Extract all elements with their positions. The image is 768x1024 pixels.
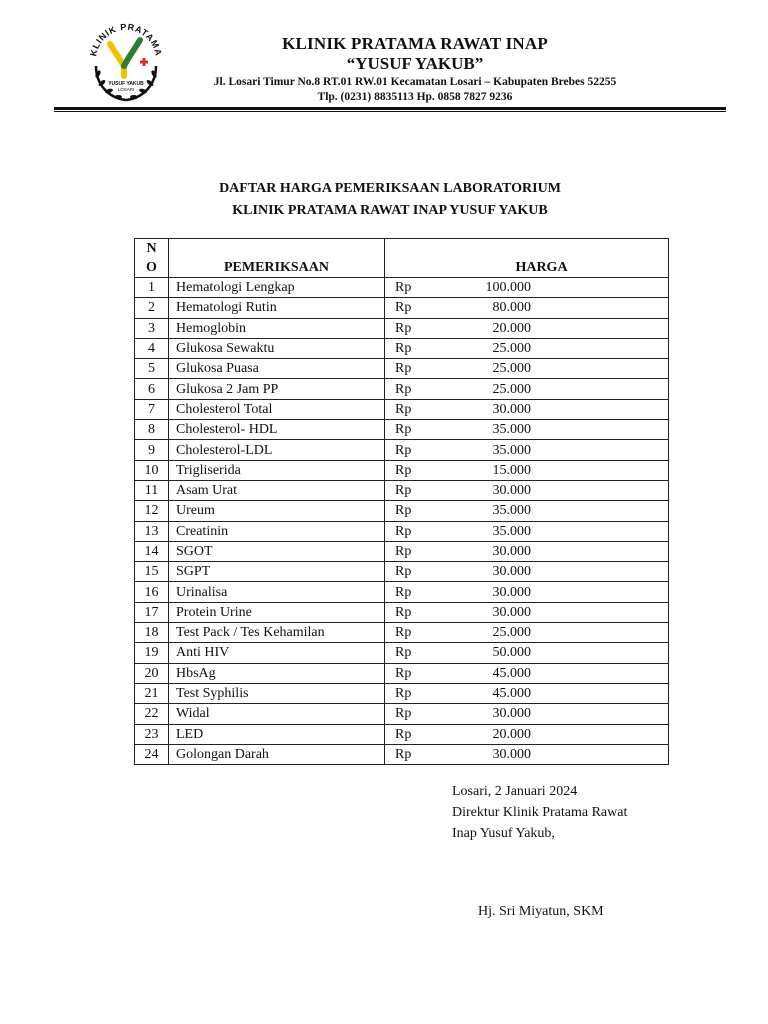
exam-price (385, 582, 669, 602)
table-row (135, 298, 669, 318)
exam-name: Cholesterol-LDL (169, 440, 385, 460)
table-row (135, 440, 669, 460)
table-row (135, 338, 669, 358)
row-number: 3 (135, 318, 169, 338)
row-number: 24 (135, 744, 169, 764)
exam-name: Golongan Darah (169, 744, 385, 764)
exam-price (385, 623, 669, 643)
price-amount: 30.000 (492, 483, 531, 499)
table-row (135, 683, 669, 703)
exam-name: Test Syphilis (169, 683, 385, 703)
table-row (135, 602, 669, 622)
exam-price (385, 541, 669, 561)
exam-name: SGPT (169, 562, 385, 582)
currency-label: Rp (395, 361, 412, 377)
row-number: 2 (135, 298, 169, 318)
row-number: 13 (135, 521, 169, 541)
exam-price (385, 379, 669, 399)
row-number: 14 (135, 541, 169, 561)
price-amount: 25.000 (492, 341, 531, 357)
exam-name: Test Pack / Tes Kehamilan (169, 623, 385, 643)
table-row (135, 724, 669, 744)
row-number: 17 (135, 602, 169, 622)
exam-name: Urinalisa (169, 582, 385, 602)
price-amount: 20.000 (492, 320, 531, 336)
exam-price (385, 399, 669, 419)
exam-name: Cholesterol Total (169, 399, 385, 419)
row-number: 7 (135, 399, 169, 419)
currency-label: Rp (395, 604, 412, 620)
price-amount: 30.000 (492, 564, 531, 580)
price-table (134, 238, 669, 765)
currency-label: Rp (395, 422, 412, 438)
exam-price (385, 683, 669, 703)
price-amount: 30.000 (492, 604, 531, 620)
exam-name: Hematologi Lengkap (169, 278, 385, 298)
currency-label: Rp (395, 726, 412, 742)
logo-text-1: YUSUF YAKUB (108, 81, 144, 87)
exam-name: Glukosa Sewaktu (169, 338, 385, 358)
price-amount: 100.000 (485, 280, 531, 296)
signer-role-2: Inap Yusuf Yakub, (452, 826, 555, 841)
signature-block (452, 781, 627, 844)
currency-label: Rp (395, 483, 412, 499)
row-number: 18 (135, 623, 169, 643)
exam-name: Protein Urine (169, 602, 385, 622)
table-row (135, 379, 669, 399)
price-amount: 25.000 (492, 381, 531, 397)
exam-name: Ureum (169, 501, 385, 521)
exam-price (385, 562, 669, 582)
table-row (135, 704, 669, 724)
table-row (135, 663, 669, 683)
price-amount: 50.000 (492, 645, 531, 661)
currency-label: Rp (395, 341, 412, 357)
price-amount: 35.000 (492, 503, 531, 519)
exam-name: Trigliserida (169, 460, 385, 480)
exam-price (385, 338, 669, 358)
row-number: 1 (135, 278, 169, 298)
table-row (135, 359, 669, 379)
price-amount: 15.000 (492, 462, 531, 478)
currency-label: Rp (395, 462, 412, 478)
currency-label: Rp (395, 686, 412, 702)
currency-label: Rp (395, 320, 412, 336)
currency-label: Rp (395, 645, 412, 661)
exam-name: HbsAg (169, 663, 385, 683)
table-row (135, 278, 669, 298)
price-amount: 30.000 (492, 746, 531, 762)
price-amount: 20.000 (492, 726, 531, 742)
logo-text-2: LOSARI (117, 87, 135, 92)
currency-label: Rp (395, 442, 412, 458)
price-amount: 80.000 (492, 300, 531, 316)
row-number: 16 (135, 582, 169, 602)
table-row (135, 460, 669, 480)
row-number: 21 (135, 683, 169, 703)
price-amount: 25.000 (492, 625, 531, 641)
table-row (135, 420, 669, 440)
price-amount: 30.000 (492, 401, 531, 417)
currency-label: Rp (395, 401, 412, 417)
exam-price (385, 724, 669, 744)
title-line-1: DAFTAR HARGA PEMERIKSAAN LABORATORIUM (219, 181, 561, 196)
exam-price (385, 602, 669, 622)
exam-price (385, 643, 669, 663)
clinic-phone: Tlp. (0231) 8835113 Hp. 0858 7827 9236 (317, 91, 513, 103)
exam-name: Anti HIV (169, 643, 385, 663)
row-number: 5 (135, 359, 169, 379)
table-row (135, 541, 669, 561)
exam-name: Widal (169, 704, 385, 724)
price-amount: 45.000 (492, 686, 531, 702)
clinic-subname: “YUSUF YAKUB” (346, 54, 484, 73)
place-date: Losari, 2 Januari 2024 (452, 784, 578, 799)
price-amount: 25.000 (492, 361, 531, 377)
currency-label: Rp (395, 544, 412, 559)
table-row (135, 744, 669, 764)
exam-price (385, 318, 669, 338)
table-row (135, 643, 669, 663)
exam-name: Glukosa 2 Jam PP (169, 379, 385, 399)
row-number: 15 (135, 562, 169, 582)
exam-name: Glukosa Puasa (169, 359, 385, 379)
table-row (135, 521, 669, 541)
exam-price (385, 521, 669, 541)
currency-label: Rp (395, 381, 412, 397)
row-number: 11 (135, 480, 169, 500)
letterhead-rule-thick (54, 107, 726, 110)
svg-text:KLINIK PRATAMA (88, 22, 164, 57)
document-title (0, 178, 768, 222)
price-amount: 35.000 (492, 442, 531, 458)
header-exam: PEMERIKSAAN (169, 239, 385, 278)
signer-name: Hj. Sri Miyatun, SKM (478, 904, 604, 919)
price-amount: 30.000 (492, 706, 531, 722)
currency-label: Rp (395, 503, 412, 519)
clinic-name: KLINIK PRATAMA RAWAT INAP (282, 34, 548, 53)
logo-arc-text: KLINIK PRATAMA (88, 21, 164, 58)
row-number: 22 (135, 704, 169, 724)
header-price: HARGA (385, 239, 669, 278)
row-number: 9 (135, 440, 169, 460)
clinic-address: Jl. Losari Timur No.8 RT.01 RW.01 Kecamatan Losari – Kabupaten Brebes 52255 (213, 76, 617, 88)
title-line-2: KLINIK PRATAMA RAWAT INAP YUSUF YAKUB (232, 203, 548, 218)
table-row (135, 318, 669, 338)
exam-price (385, 440, 669, 460)
price-amount: 30.000 (492, 584, 531, 600)
currency-label: Rp (395, 300, 412, 316)
exam-price (385, 298, 669, 318)
row-number: 23 (135, 724, 169, 744)
price-amount: 45.000 (492, 665, 531, 681)
row-number: 10 (135, 460, 169, 480)
currency-label: Rp (395, 584, 412, 600)
table-row (135, 623, 669, 643)
exam-price (385, 460, 669, 480)
letterhead-text (180, 34, 650, 105)
letterhead (0, 0, 768, 115)
row-number: 4 (135, 338, 169, 358)
currency-label: Rp (395, 523, 412, 539)
price-amount: 35.000 (492, 523, 531, 539)
clinic-logo (86, 14, 166, 104)
currency-label: Rp (395, 665, 412, 681)
table-body (135, 278, 669, 765)
letterhead-rule-thin (54, 111, 726, 112)
header-no: N O (135, 239, 169, 278)
exam-price (385, 501, 669, 521)
currency-label: Rp (395, 706, 412, 722)
exam-name: SGOT (169, 541, 385, 561)
currency-label: Rp (395, 625, 412, 641)
signer-role-1: Direktur Klinik Pratama Rawat (452, 805, 628, 820)
price-amount: 35.000 (492, 422, 531, 438)
table-row (135, 582, 669, 602)
exam-name: Creatinin (169, 521, 385, 541)
exam-name: Asam Urat (169, 480, 385, 500)
row-number: 6 (135, 379, 169, 399)
exam-price (385, 663, 669, 683)
price-amount: 30.000 (492, 544, 531, 559)
row-number: 8 (135, 420, 169, 440)
exam-name: Hematologi Rutin (169, 298, 385, 318)
exam-name: Hemoglobin (169, 318, 385, 338)
exam-name: Cholesterol- HDL (169, 420, 385, 440)
exam-price (385, 278, 669, 298)
row-number: 20 (135, 663, 169, 683)
table-row (135, 501, 669, 521)
exam-price (385, 744, 669, 764)
currency-label: Rp (395, 564, 412, 580)
table-row (135, 399, 669, 419)
currency-label: Rp (395, 746, 412, 762)
exam-price (385, 420, 669, 440)
exam-price (385, 359, 669, 379)
exam-name: LED (169, 724, 385, 744)
currency-label: Rp (395, 280, 412, 296)
exam-price (385, 704, 669, 724)
row-number: 12 (135, 501, 169, 521)
table-row (135, 480, 669, 500)
exam-price (385, 480, 669, 500)
row-number: 19 (135, 643, 169, 663)
table-row (135, 562, 669, 582)
table-header-row (135, 239, 669, 278)
